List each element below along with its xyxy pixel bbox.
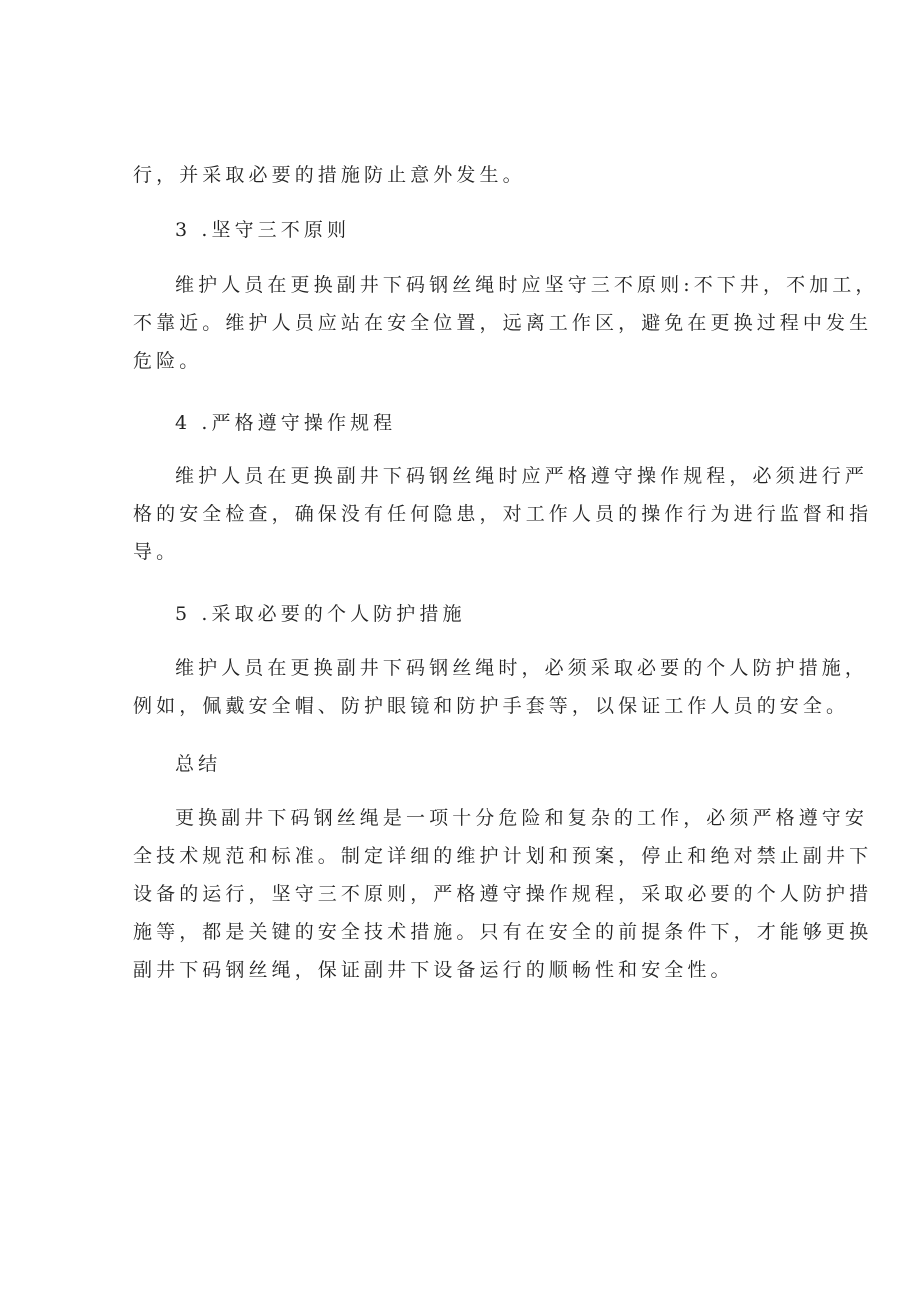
paragraph-line: 副井下码钢丝绳，保证副井下设备运行的顺畅性和安全性。 — [133, 959, 734, 981]
paragraph-line: 格的安全检查，确保没有任何隐患，对工作人员的操作行为进行监督和指 — [133, 503, 873, 525]
summary-heading: 总结 — [175, 753, 222, 775]
section-heading-4: 4 .严格遵守操作规程 — [175, 412, 397, 434]
paragraph-line: 维护人员在更换副井下码钢丝绳时应坚守三不原则:不下井，不加工， — [175, 274, 879, 296]
paragraph-line: 行，并采取必要的措施防止意外发生。 — [133, 164, 526, 186]
section-heading-5: 5 .采取必要的个人防护措施 — [175, 603, 466, 625]
paragraph-line: 维护人员在更换副井下码钢丝绳时应严格遵守操作规程，必须进行严 — [175, 465, 869, 487]
paragraph-line: 施等，都是关键的安全技术措施。只有在安全的前提条件下，才能够更换 — [133, 921, 873, 943]
paragraph-line: 维护人员在更换副井下码钢丝绳时，必须采取必要的个人防护措施， — [175, 657, 869, 679]
paragraph-line: 更换副井下码钢丝绳是一项十分危险和复杂的工作，必须严格遵守安 — [175, 807, 869, 829]
section-heading-3: 3 .坚守三不原则 — [175, 219, 351, 241]
paragraph-line: 导。 — [133, 541, 180, 563]
paragraph-line: 例如，佩戴安全帽、防护眼镜和防护手套等，以保证工作人员的安全。 — [133, 695, 850, 717]
paragraph-line: 设备的运行，坚守三不原则，严格遵守操作规程，采取必要的个人防护措 — [133, 883, 873, 905]
paragraph-line: 全技术规范和标准。制定详细的维护计划和预案，停止和绝对禁止副井下 — [133, 845, 873, 867]
paragraph-line: 不靠近。维护人员应站在安全位置，远离工作区，避免在更换过程中发生 — [133, 312, 873, 334]
paragraph-line: 危险。 — [133, 350, 203, 372]
